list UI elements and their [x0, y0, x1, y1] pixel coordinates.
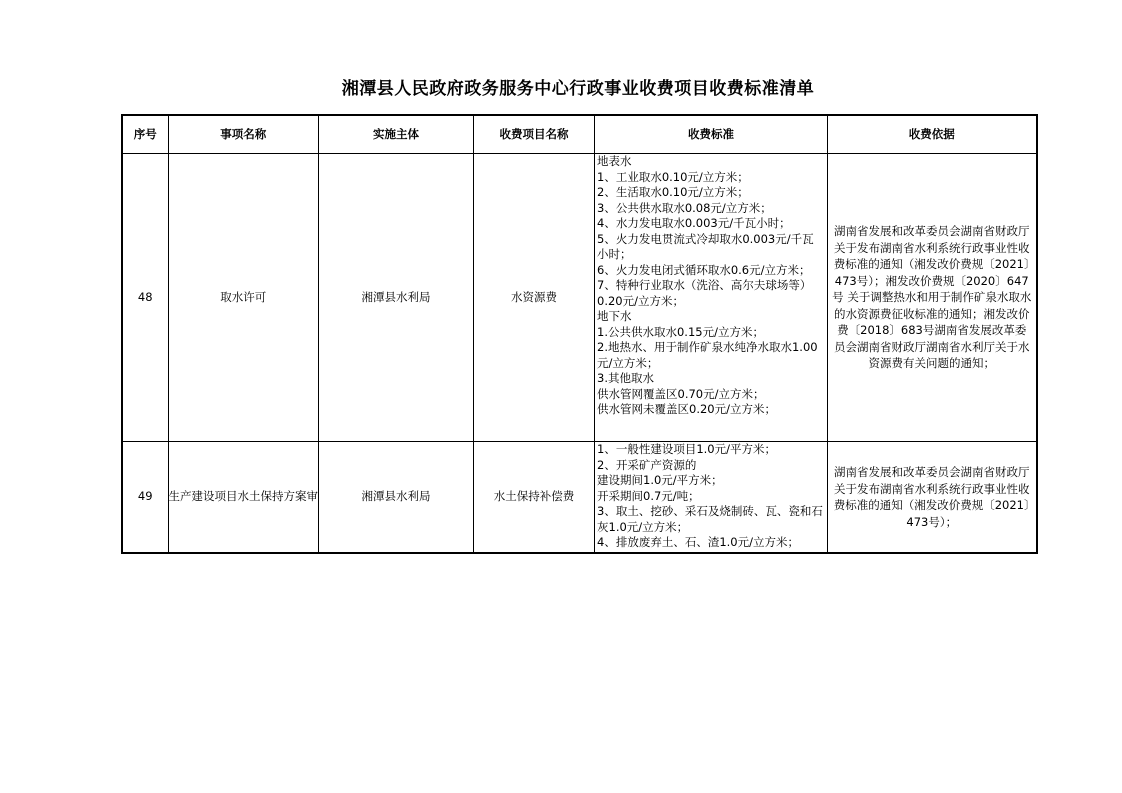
standard-line: 开采期间0.7元/吨；	[597, 488, 700, 503]
standard-line: 5、火力发电贯流式冷却取水0.003元/千瓦小时；	[597, 231, 814, 261]
standard-line: 4、水力发电取水0.003元/千瓦小时；	[597, 216, 791, 230]
header-entity: 实施主体	[319, 115, 474, 154]
header-basis: 收费依据	[828, 115, 1037, 154]
cell-fee-name: 水资源费	[474, 154, 595, 442]
cell-seq: 49	[122, 442, 168, 554]
standard-line: 供水管网未覆盖区0.20元/立方米；	[597, 402, 776, 416]
header-item-name: 事项名称	[168, 115, 319, 154]
standard-line: 1、工业取水0.10元/立方米；	[597, 169, 749, 184]
cell-fee-name: 水土保持补偿费	[474, 442, 595, 554]
cell-standard	[595, 442, 828, 554]
standard-line: 地表水	[597, 154, 632, 168]
standard-line: 建设期间1.0元/平方米；	[597, 473, 723, 487]
standard-line: 4、排放废弃土、石、渣1.0元/立方米；	[597, 535, 799, 549]
standard-line: 地下水	[597, 309, 632, 323]
header-seq: 序号	[122, 115, 168, 154]
standard-line: 6、火力发电闭式循环取水0.6元/立方米；	[597, 262, 811, 277]
fee-table	[121, 114, 1038, 554]
standard-line: 1、一般性建设项目1.0元/平方米；	[597, 442, 776, 456]
standard-line: 3、公共供水取水0.08元/立方米；	[597, 200, 772, 215]
cell-standard	[595, 154, 828, 442]
standard-line: 7、特种行业取水（洗浴、高尔夫球场等）0.20元/立方米；	[597, 278, 812, 308]
cell-entity: 湘潭县水利局	[319, 442, 474, 554]
cell-item-name: 生产建设项目水土保持方案审	[168, 442, 319, 554]
header-fee-name: 收费项目名称	[474, 115, 595, 154]
cell-entity: 湘潭县水利局	[319, 154, 474, 442]
standard-line: 3.其他取水	[597, 371, 654, 385]
standard-line: 2、生活取水0.10元/立方米；	[597, 185, 749, 199]
cell-basis: 湖南省发展和改革委员会湖南省财政厅关于发布湖南省水利系统行政事业性收费标准的通知（湘发改价费规〔2021〕473号）；	[828, 442, 1037, 554]
standard-line: 3、取土、挖砂、采石及烧制砖、瓦、瓷和石灰1.0元/立方米；	[597, 504, 823, 534]
standard-line: 2.地热水、用于制作矿泉水纯净水取水1.00元/立方米；	[597, 340, 818, 370]
cell-basis: 湖南省发展和改革委员会湖南省财政厅关于发布湖南省水利系统行政事业性收费标准的通知（湘发改价费规〔2021〕473号）；湘发改价费规〔2020〕647号 关于调整热水和用于制作矿泉水取水的水资源费征收标准的通知；湘发改价费〔2018〕683号湖南省发展改革委员会湖南省财政厅湖南省水利厅关于水资源费有关问题的通知；	[828, 154, 1037, 442]
table-row	[122, 154, 1037, 442]
table-row	[122, 442, 1037, 554]
standard-line: 2、开采矿产资源的	[597, 457, 697, 472]
standard-line: 供水管网覆盖区0.70元/立方米；	[597, 386, 765, 401]
header-standard: 收费标准	[595, 115, 828, 154]
page-title: 湘潭县人民政府政务服务中心行政事业收费项目收费标准清单	[341, 79, 815, 99]
cell-item-name: 取水许可	[168, 154, 319, 442]
table-header-row	[122, 115, 1037, 154]
standard-line: 1.公共供水取水0.15元/立方米；	[597, 324, 764, 339]
cell-seq: 48	[122, 154, 168, 442]
